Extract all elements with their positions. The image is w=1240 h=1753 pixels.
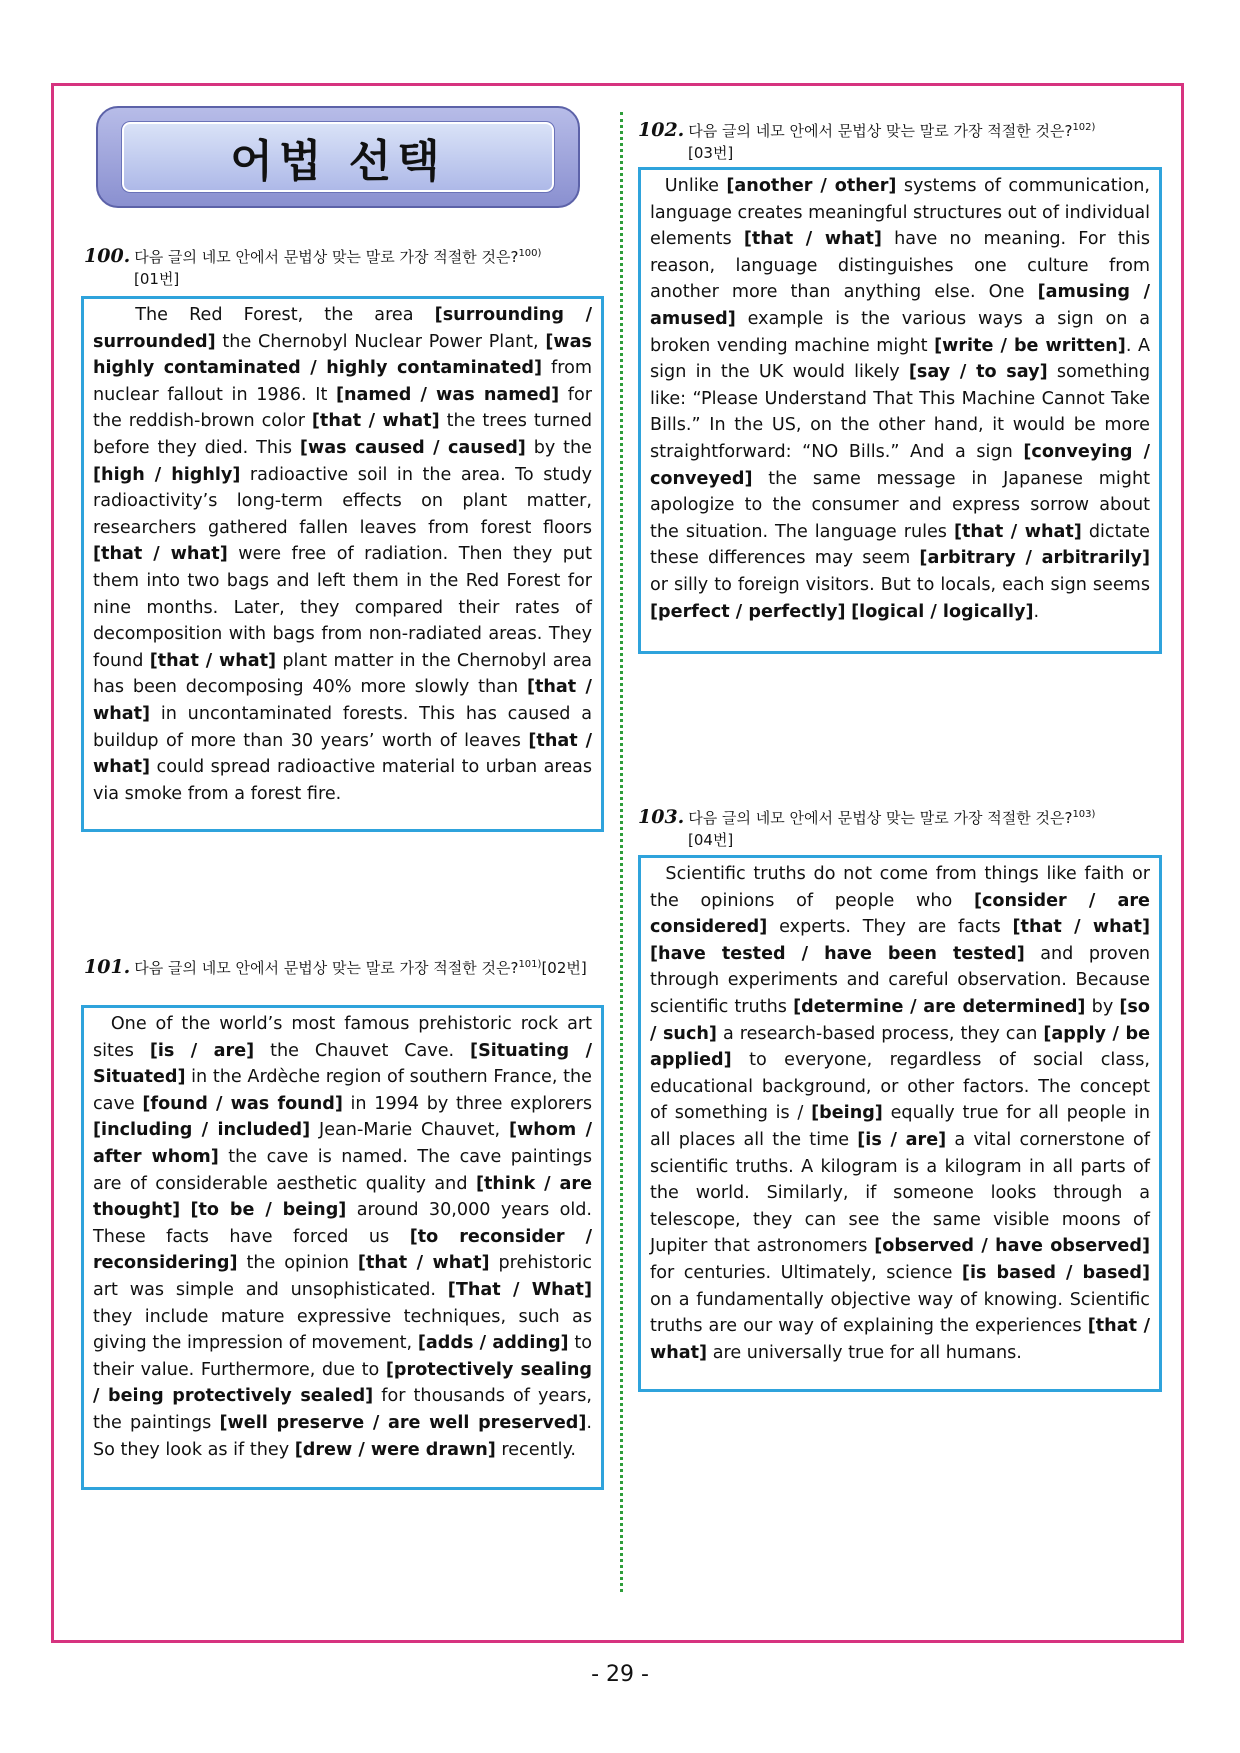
passage-text <box>650 861 1150 1366</box>
grammar-choice: [is / are] <box>149 1040 255 1061</box>
passage-run: for centuries. Ultimately, science <box>650 1262 962 1283</box>
grammar-choice: [surrounding / surrounded] <box>93 305 593 352</box>
passage-run: a research-based process, they can <box>716 1023 1044 1044</box>
passage-box-101 <box>81 1005 604 1490</box>
passage-run: around 30,000 years old. These facts have forced us <box>93 1200 592 1247</box>
column-divider <box>620 112 623 1592</box>
grammar-choice: [that / what] <box>149 650 277 671</box>
grammar-choice: [consider / are considered] <box>650 890 1150 938</box>
grammar-choice: [arbitrary / arbitrarily] <box>919 548 1150 569</box>
passage-run: by the <box>525 437 593 458</box>
passage-run: . So they look as if they <box>93 1412 592 1460</box>
grammar-choice: [apply / be applied] <box>650 1023 1151 1071</box>
question-number: 102. <box>638 119 685 141</box>
footnote-marker: 100) <box>518 248 542 259</box>
passage-run: the Chernobyl Nuclear Power Plant, <box>215 331 546 352</box>
passage-run: for the reddish-brown color <box>93 384 592 432</box>
passage-run: are universally true for all humans. <box>707 1342 1022 1363</box>
passage-box-100 <box>81 296 604 832</box>
passage-run: or silly to foreign visitors. But to locals, each sign seems <box>650 574 1150 595</box>
question-number: 103. <box>638 806 685 828</box>
passage-run: on a fundamentally objective way of knowing. Scientific truths are our way of explaining the experiences <box>650 1289 1150 1337</box>
passage-run: the same message in Japanese might apologize to the consumer and express sorrow about the situation. The language rules <box>650 468 1150 542</box>
grammar-choice: [perfect / perfectly] <box>650 601 846 622</box>
question-source: [04번] <box>688 831 734 849</box>
passage-run: prehistoric art was simple and unsophisticated. <box>93 1253 592 1300</box>
grammar-choice: [was caused / caused] <box>299 437 526 458</box>
grammar-choice: [another / other] <box>726 176 897 196</box>
grammar-choice: [adds / adding] <box>417 1333 569 1354</box>
passage-run: Unlike <box>664 176 727 196</box>
passage-run: the cave is named. The cave paintings are of considerable aesthetic quality and <box>93 1146 593 1194</box>
passage-run: experts. They are facts <box>767 917 1013 938</box>
passage-run: . <box>1033 601 1040 622</box>
grammar-choice: [have tested / have been tested] <box>650 943 1025 964</box>
passage-run: example is the various ways a sign on a broken vending machine might <box>650 308 1150 356</box>
grammar-choice: [that / what] <box>650 1316 1150 1363</box>
question-number: 101. <box>84 956 131 978</box>
grammar-choice: [that / what] <box>93 544 228 565</box>
grammar-choice: [drew / were drawn] <box>294 1439 496 1460</box>
passage-run: systems of communication, language creates meaningful structures out of individual elements <box>650 176 1150 250</box>
passage-run: to everyone, regardless of social class, educational background, or other factors. The concept of something is / <box>650 1050 1150 1124</box>
grammar-choice: [conveying / conveyed] <box>650 441 1150 489</box>
footnote-marker: 101) <box>518 959 542 970</box>
question-prompt: 다음 글의 네모 안에서 문법상 맞는 말로 가장 적절한 것은? <box>688 122 1073 140</box>
grammar-choice: [to be / being] <box>190 1200 347 1221</box>
question-header-101 <box>84 954 604 979</box>
passage-text <box>650 173 1150 625</box>
question-prompt: 다음 글의 네모 안에서 문법상 맞는 말로 가장 적절한 것은? <box>134 959 519 977</box>
passage-run: the Chauvet Cave. <box>254 1040 471 1061</box>
grammar-choice: [including / included] <box>93 1120 311 1141</box>
grammar-choice: [was highly contaminated / highly contaminated] <box>93 331 592 379</box>
passage-run: the trees turned before they died. This <box>93 411 592 458</box>
passage-run: in the Ardèche region of southern France, the cave <box>93 1067 592 1114</box>
grammar-choice: [write / be written] <box>934 335 1126 356</box>
question-header-100 <box>84 243 604 290</box>
question-source: [02번] <box>541 959 587 977</box>
question-number: 100. <box>84 245 131 267</box>
grammar-choice: [that / what] <box>1012 917 1150 938</box>
passage-run: to their value. Furthermore, due to <box>93 1333 592 1380</box>
footnote-marker: 102) <box>1072 122 1096 133</box>
passage-run: in uncontaminated forests. This has caused a buildup of more than 30 years’ worth of leaves <box>93 703 592 751</box>
passage-run: something like: “Please Understand That This Machine Cannot Take Bills.” In the US, on the other hand, it would be more straightforward: “NO Bills.” And a sign <box>650 362 1150 462</box>
passage-run: they include mature expressive techniques, such as giving the impression of movement, <box>93 1306 592 1354</box>
passage-run: for thousands of years, the paintings <box>93 1386 592 1433</box>
grammar-choice: [that / what] <box>357 1253 490 1274</box>
passage-run: from nuclear fallout in 1986. It <box>93 358 592 405</box>
passage-run: by <box>1085 996 1120 1017</box>
passage-run: the opinion <box>237 1253 358 1274</box>
grammar-choice: [Situating / Situated] <box>93 1040 592 1088</box>
grammar-choice: [so / such] <box>650 996 1150 1044</box>
grammar-choice: [well preserve / are well preserved] <box>219 1412 587 1433</box>
grammar-choice: [that / what] <box>953 521 1082 542</box>
grammar-choice: [protectively sealing / being protectively sealed] <box>93 1359 592 1407</box>
passage-run: plant matter in the Chernobyl area has been decomposing 40% more slowly than <box>93 650 592 698</box>
title-banner <box>96 106 580 208</box>
passage-box-103 <box>638 855 1162 1392</box>
passage-text <box>93 1011 592 1463</box>
passage-text <box>93 302 592 807</box>
grammar-choice: [named / was named] <box>335 384 560 405</box>
passage-run: have no meaning. For this reason, language distinguishes one culture from another more than anything else. One <box>650 229 1151 303</box>
grammar-choice: [That / What] <box>447 1279 592 1300</box>
grammar-choice: [that / what] <box>93 730 592 778</box>
passage-run: equally true for all people in all places all the time <box>650 1103 1150 1150</box>
passage-run: Jean-Marie Chauvet, <box>310 1120 509 1141</box>
grammar-choice: [say / to say] <box>908 362 1048 383</box>
page-title: 어법 선택 <box>122 122 554 192</box>
question-header-103 <box>638 804 1158 851</box>
question-source: [01번] <box>134 270 180 288</box>
question-prompt: 다음 글의 네모 안에서 문법상 맞는 말로 가장 적절한 것은? <box>688 809 1073 827</box>
question-prompt: 다음 글의 네모 안에서 문법상 맞는 말로 가장 적절한 것은? <box>134 248 519 266</box>
passage-run: recently. <box>495 1439 576 1460</box>
passage-run: Scientific truths do not come from things like faith or the opinions of people who <box>650 864 1150 911</box>
passage-run: were free of radiation. Then they put them into two bags and left them in the Red Forest for nine months. Later, they compared their rates of decomposition with bags from non-radiated areas. They found <box>93 544 592 671</box>
passage-run: . A sign in the UK would likely <box>650 335 1150 383</box>
grammar-choice: [that / what] <box>93 677 592 724</box>
passage-run: in 1994 by three explorers <box>342 1093 592 1114</box>
passage-run: The Red Forest, the area <box>135 305 435 325</box>
grammar-choice: [think / are thought] <box>93 1173 593 1221</box>
passage-run: could spread radioactive material to urban areas via smoke from a forest fire. <box>93 757 592 804</box>
passage-run: and proven through experiments and careful observation. Because scientific truths <box>650 943 1151 1017</box>
grammar-choice: [high / highly] <box>93 464 241 485</box>
grammar-choice: [to reconsider / reconsidering] <box>93 1226 592 1274</box>
passage-run <box>180 1200 190 1220</box>
grammar-choice: [observed / have observed] <box>874 1236 1151 1257</box>
passage-run: dictate these differences may seem <box>650 521 1150 569</box>
grammar-choice: [found / was found] <box>142 1093 343 1114</box>
grammar-choice: [amusing / amused] <box>650 282 1150 329</box>
grammar-choice: [is / are] <box>857 1129 947 1150</box>
passage-run: a vital cornerstone of scientific truths. A kilogram is a kilogram in all parts of the world. Similarly, if someone looks through a telescope, they can see the same visible moons of Jupiter that astronomers <box>650 1129 1151 1257</box>
grammar-choice: [logical / logically] <box>851 601 1034 622</box>
grammar-choice: [whom / after whom] <box>93 1120 592 1167</box>
question-source: [03번] <box>688 144 734 162</box>
page-number: - 29 - <box>591 1662 649 1687</box>
grammar-choice: [being] <box>811 1103 883 1124</box>
passage-box-102 <box>638 167 1162 654</box>
question-header-102 <box>638 117 1158 164</box>
passage-run: radioactive soil in the area. To study radioactivity’s long-term effects on plant matter, researchers gathered fallen leaves from forest floors <box>93 464 592 538</box>
grammar-choice: [that / what] <box>743 229 882 250</box>
grammar-choice: [that / what] <box>311 411 440 432</box>
passage-run: One of the world’s most famous prehistoric rock art sites <box>93 1014 592 1061</box>
footnote-marker: 103) <box>1072 809 1096 820</box>
grammar-choice: [is based / based] <box>961 1262 1150 1283</box>
grammar-choice: [determine / are determined] <box>793 996 1086 1017</box>
